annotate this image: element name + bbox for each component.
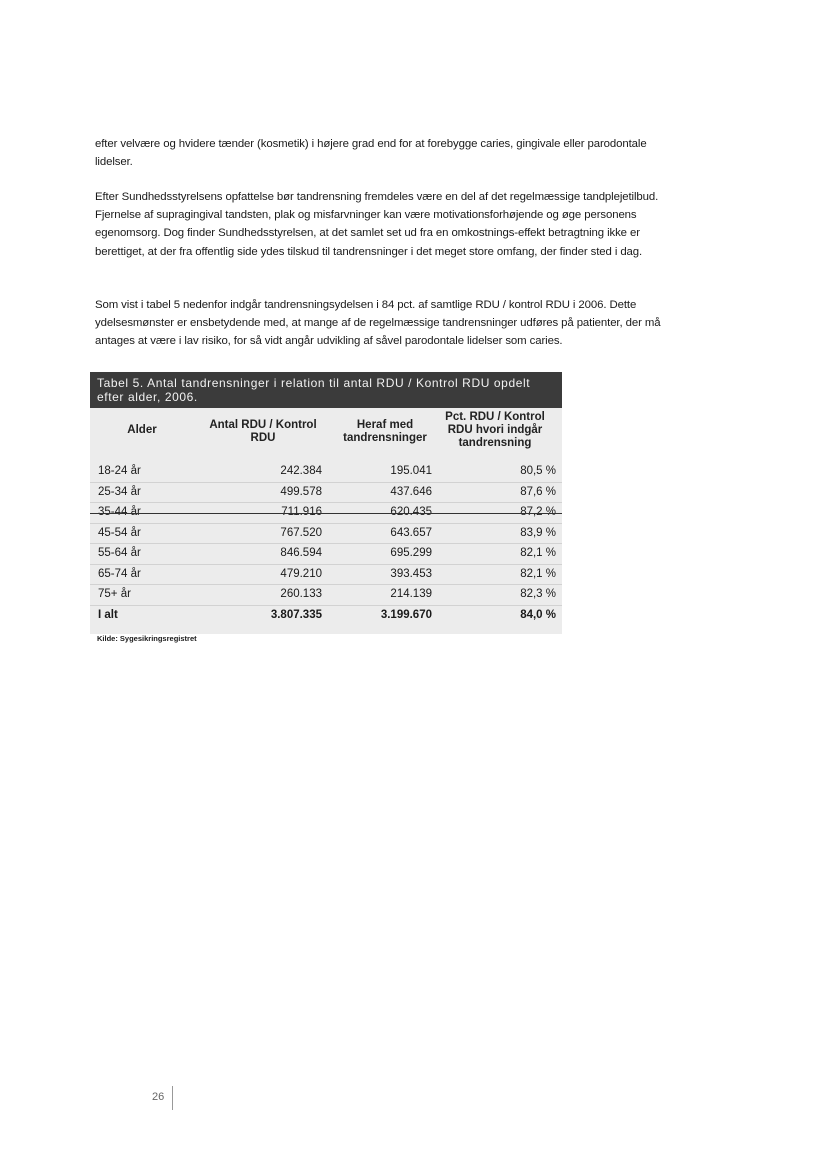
- table-header: [90, 408, 562, 462]
- header-percent: Pct. RDU / Kontrol RDU hvori indgår tandrensning: [445, 411, 545, 449]
- header-age: Alder: [127, 424, 157, 436]
- cell-age: 55-64 år: [98, 547, 141, 559]
- cell-age: 18-24 år: [98, 465, 141, 477]
- table-5: [90, 372, 562, 643]
- table-caption: Tabel 5. Antal tandrensninger i relation til antal RDU / Kontrol RDU opdelt efter alder, 2006.: [90, 372, 562, 408]
- cell-pct: 83,9 %: [520, 526, 556, 539]
- cell-tand: 437.646: [390, 485, 432, 498]
- cell-rdu: 479.210: [280, 567, 322, 580]
- cell-pct: 84,0 %: [520, 608, 556, 621]
- table-row: [90, 503, 562, 524]
- cell-age: 65-74 år: [98, 567, 141, 580]
- cell-rdu: 242.384: [280, 465, 322, 477]
- cell-tand: 3.199.670: [380, 608, 432, 621]
- cell-age: I alt: [98, 608, 118, 621]
- table-row: [90, 462, 562, 483]
- table-row-total: [90, 606, 562, 626]
- paragraph-3: Som vist i tabel 5 nedenfor indgår tandrensningsydelsen i 84 pct. af samtlige RDU / kontrol RDU i 2006. Dette ydelsesmønster er ensbetydende med, at mange af de regelmæssige tandrensninger udføres på patienter, der må antages at være i lav risiko, for så vidt angår udvikling af såvel parodontale lidelser som caries.: [95, 299, 661, 348]
- cell-pct: 80,5 %: [520, 465, 556, 477]
- table-source: Kilde: Sygesikringsregistret: [97, 634, 197, 643]
- table-row: [90, 585, 562, 606]
- cell-age: 35-44 år: [98, 506, 141, 518]
- cell-rdu: 3.807.335: [270, 608, 322, 621]
- cell-rdu: 499.578: [280, 485, 322, 498]
- cell-tand: 393.453: [390, 567, 432, 580]
- cell-pct: 82,3 %: [520, 588, 556, 600]
- paragraph-2: Efter Sundhedsstyrelsens opfattelse bør tandrensning fremdeles være en del af det regelmæssige tandplejetilbud. Fjernelse af supragingival tandsten, plak og misfarvninger kan være motivationsforhøjende og øge personens egenomsorg. Dog finder Sundhedsstyrelsen, at det samlet set ud fra en omkostnings-effekt betragtning ikke er berettiget, at der fra offentlig side ydes tilskud til tandrensninger i det meget store omfang, der finder sted i dag.: [95, 191, 659, 258]
- cell-tand: 643.657: [390, 526, 432, 539]
- header-tandrensninger: Heraf med tandrensninger: [343, 419, 427, 444]
- paragraph-1: efter velvære og hvidere tænder (kosmetik) i højere grad end for at forebygge caries, gingivale eller parodontale lidelser.: [95, 138, 647, 169]
- cell-tand: 695.299: [390, 547, 432, 559]
- page-number-divider: [172, 1086, 173, 1110]
- cell-rdu: 711.916: [281, 506, 322, 518]
- cell-pct: 82,1 %: [520, 567, 556, 580]
- cell-age: 75+ år: [98, 588, 131, 600]
- cell-rdu: 846.594: [280, 547, 322, 559]
- cell-pct: 87,6 %: [520, 485, 556, 498]
- table-row: [90, 483, 562, 504]
- cell-rdu: 260.133: [280, 588, 322, 600]
- cell-age: 45-54 år: [98, 526, 141, 539]
- table-row: [90, 524, 562, 545]
- table-row: [90, 565, 562, 586]
- table-row: [90, 544, 562, 565]
- cell-pct: 87,2 %: [520, 506, 556, 518]
- header-rdu: Antal RDU / Kontrol RDU: [209, 419, 317, 444]
- cell-pct: 82,1 %: [520, 547, 556, 559]
- cell-tand: 195.041: [390, 465, 432, 477]
- cell-tand: 214.139: [390, 588, 432, 600]
- cell-tand: 620.435: [390, 506, 432, 518]
- cell-age: 25-34 år: [98, 485, 141, 498]
- cell-rdu: 767.520: [280, 526, 322, 539]
- page-number: 26: [152, 1091, 165, 1103]
